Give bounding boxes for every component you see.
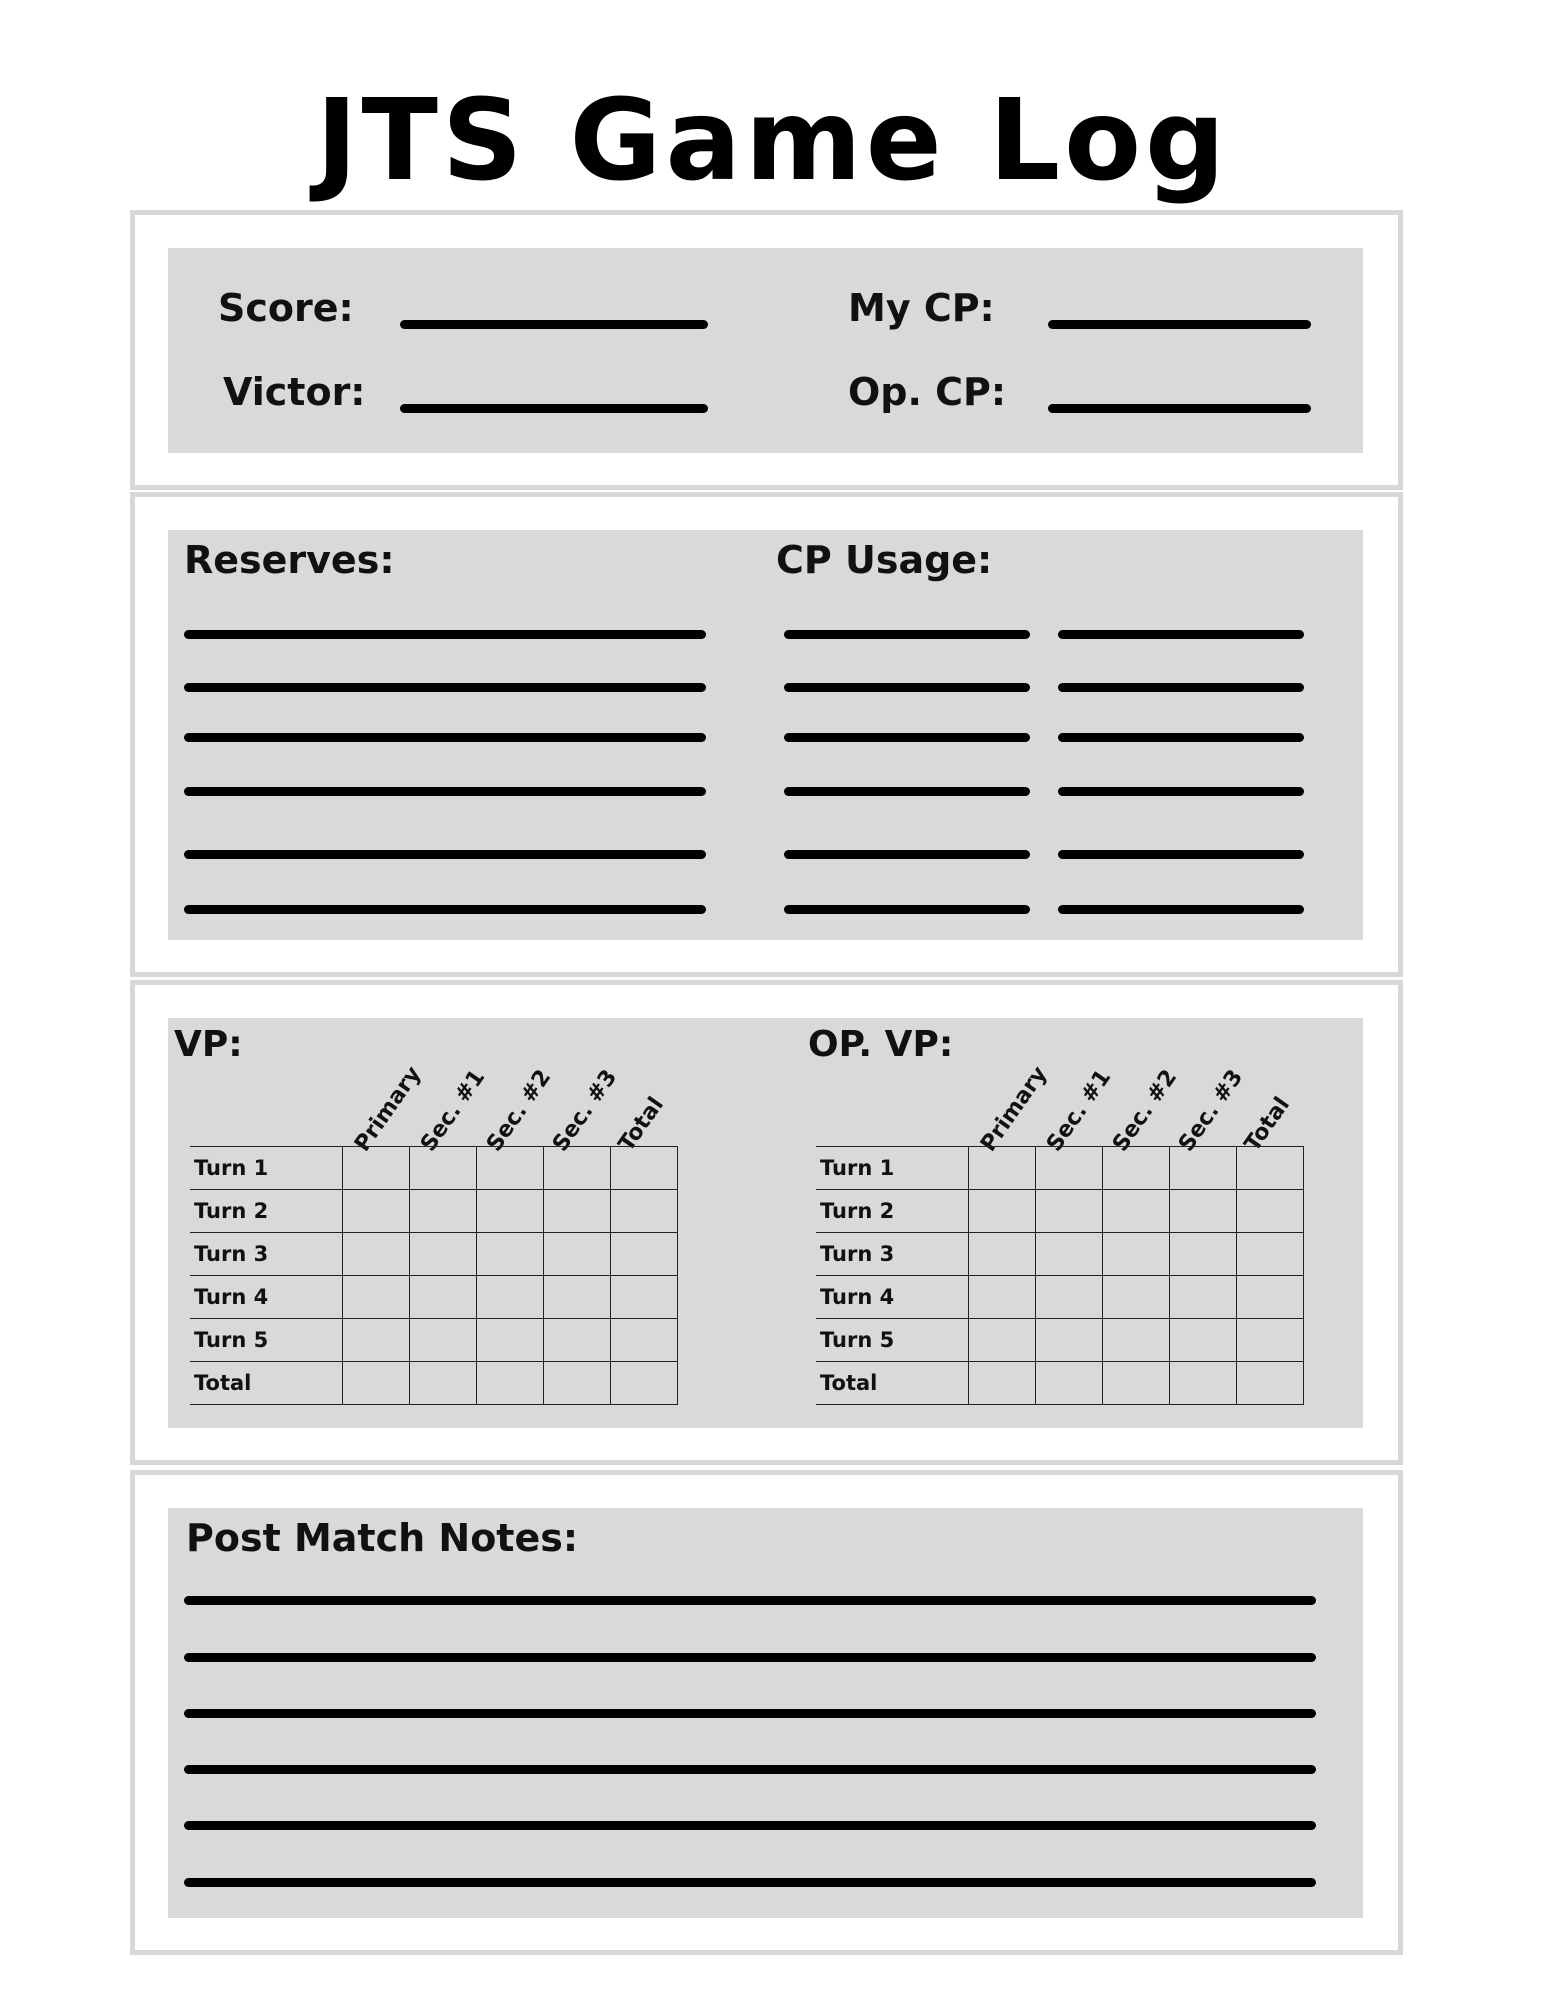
op-vp-row-label: Total	[816, 1362, 969, 1405]
my-cp-field[interactable]	[1048, 320, 1311, 329]
my-vp-score-cell[interactable]	[343, 1276, 410, 1319]
op-vp-score-cell[interactable]	[969, 1362, 1036, 1405]
op-vp-table	[816, 1146, 1304, 1405]
op-vp-score-cell[interactable]	[1237, 1233, 1304, 1276]
table-row	[816, 1362, 1304, 1405]
op-vp-score-cell[interactable]	[1237, 1362, 1304, 1405]
op-vp-score-cell[interactable]	[969, 1190, 1036, 1233]
op-vp-col-header: Sec. #2	[1108, 1065, 1183, 1157]
my-vp-score-cell[interactable]	[410, 1276, 477, 1319]
table-row	[190, 1147, 678, 1190]
op-vp-score-cell[interactable]	[1237, 1319, 1304, 1362]
reserves-label: Reserves:	[184, 538, 395, 582]
op-vp-score-cell[interactable]	[1170, 1319, 1237, 1362]
table-row	[190, 1319, 678, 1362]
cp-usage-line-left[interactable]	[784, 630, 1030, 639]
op-vp-score-cell[interactable]	[1170, 1276, 1237, 1319]
my-vp-score-cell[interactable]	[611, 1362, 678, 1405]
my-vp-score-cell[interactable]	[544, 1276, 611, 1319]
op-vp-score-cell[interactable]	[1103, 1147, 1170, 1190]
my-vp-score-cell[interactable]	[410, 1233, 477, 1276]
cp-usage-line-right[interactable]	[1058, 905, 1304, 914]
my-vp-score-cell[interactable]	[477, 1319, 544, 1362]
op-vp-score-cell[interactable]	[969, 1319, 1036, 1362]
op-vp-score-cell[interactable]	[1036, 1319, 1103, 1362]
op-vp-score-cell[interactable]	[1170, 1362, 1237, 1405]
notes-line[interactable]	[184, 1709, 1316, 1718]
my-vp-score-cell[interactable]	[544, 1319, 611, 1362]
vp-section	[130, 980, 1403, 1465]
reserves-line[interactable]	[184, 850, 706, 859]
table-row	[816, 1276, 1304, 1319]
op-vp-score-cell[interactable]	[1103, 1276, 1170, 1319]
score-field[interactable]	[400, 320, 708, 329]
my-vp-row-label: Turn 4	[190, 1276, 343, 1319]
cp-usage-line-right[interactable]	[1058, 630, 1304, 639]
op-vp-score-cell[interactable]	[1103, 1362, 1170, 1405]
my-vp-label: VP:	[174, 1024, 243, 1065]
notes-line[interactable]	[184, 1653, 1316, 1662]
cp-usage-line-right[interactable]	[1058, 683, 1304, 692]
my-vp-score-cell[interactable]	[343, 1190, 410, 1233]
op-vp-col-header: Sec. #1	[1042, 1065, 1117, 1157]
op-vp-score-cell[interactable]	[1036, 1147, 1103, 1190]
notes-line[interactable]	[184, 1765, 1316, 1774]
my-vp-score-cell[interactable]	[611, 1147, 678, 1190]
my-vp-score-cell[interactable]	[611, 1276, 678, 1319]
op-vp-score-cell[interactable]	[1103, 1319, 1170, 1362]
op-vp-score-cell[interactable]	[1103, 1233, 1170, 1276]
summary-section	[130, 210, 1403, 490]
my-vp-score-cell[interactable]	[477, 1233, 544, 1276]
op-vp-score-cell[interactable]	[1237, 1276, 1304, 1319]
victor-label: Victor:	[223, 370, 366, 414]
cp-usage-line-left[interactable]	[784, 905, 1030, 914]
notes-line[interactable]	[184, 1596, 1316, 1605]
op-vp-score-cell[interactable]	[1170, 1190, 1237, 1233]
reserves-line[interactable]	[184, 683, 706, 692]
cp-usage-line-left[interactable]	[784, 733, 1030, 742]
table-row	[190, 1362, 678, 1405]
table-row	[190, 1190, 678, 1233]
op-vp-label: OP. VP:	[808, 1024, 954, 1065]
planning-section	[130, 492, 1403, 977]
my-vp-col-header: Total	[614, 1092, 669, 1157]
table-row	[816, 1147, 1304, 1190]
op-vp-score-cell[interactable]	[1237, 1147, 1304, 1190]
my-vp-score-cell[interactable]	[544, 1147, 611, 1190]
notes-section	[130, 1470, 1403, 1955]
summary-panel	[168, 248, 1363, 453]
victor-field[interactable]	[400, 404, 708, 413]
op-vp-col-header: Total	[1240, 1092, 1295, 1157]
cp-usage-line-right[interactable]	[1058, 787, 1304, 796]
my-vp-score-cell[interactable]	[477, 1147, 544, 1190]
reserves-line[interactable]	[184, 905, 706, 914]
my-vp-score-cell[interactable]	[410, 1147, 477, 1190]
cp-usage-line-right[interactable]	[1058, 850, 1304, 859]
op-vp-row-label: Turn 3	[816, 1233, 969, 1276]
notes-label: Post Match Notes:	[186, 1516, 579, 1560]
my-vp-score-cell[interactable]	[544, 1233, 611, 1276]
my-vp-row-label: Turn 3	[190, 1233, 343, 1276]
my-vp-col-header: Primary	[350, 1062, 427, 1157]
reserves-line[interactable]	[184, 787, 706, 796]
page-title: JTS Game Log	[315, 76, 1230, 206]
my-vp-row-label: Total	[190, 1362, 343, 1405]
op-vp-row-label: Turn 1	[816, 1147, 969, 1190]
op-vp-score-cell[interactable]	[1036, 1362, 1103, 1405]
notes-panel	[168, 1508, 1363, 1918]
my-vp-col-header: Sec. #3	[548, 1065, 623, 1157]
my-vp-score-cell[interactable]	[544, 1362, 611, 1405]
my-vp-col-header: Sec. #2	[482, 1065, 557, 1157]
op-vp-score-cell[interactable]	[1170, 1233, 1237, 1276]
my-vp-row-label: Turn 1	[190, 1147, 343, 1190]
my-vp-score-cell[interactable]	[343, 1233, 410, 1276]
op-vp-col-header: Primary	[976, 1062, 1053, 1157]
my-vp-score-cell[interactable]	[544, 1190, 611, 1233]
cp-usage-label: CP Usage:	[776, 538, 993, 582]
op-vp-score-cell[interactable]	[1103, 1190, 1170, 1233]
my-vp-score-cell[interactable]	[343, 1362, 410, 1405]
planning-panel	[168, 530, 1363, 940]
my-vp-score-cell[interactable]	[611, 1233, 678, 1276]
my-vp-col-header: Sec. #1	[416, 1065, 491, 1157]
my-vp-score-cell[interactable]	[410, 1190, 477, 1233]
my-vp-row-label: Turn 2	[190, 1190, 343, 1233]
table-row	[816, 1190, 1304, 1233]
notes-line[interactable]	[184, 1878, 1316, 1887]
op-vp-score-cell[interactable]	[1237, 1190, 1304, 1233]
op-vp-row-label: Turn 4	[816, 1276, 969, 1319]
table-row	[816, 1319, 1304, 1362]
table-row	[816, 1233, 1304, 1276]
op-vp-score-cell[interactable]	[1036, 1190, 1103, 1233]
vp-panel	[168, 1018, 1363, 1428]
my-vp-score-cell[interactable]	[477, 1190, 544, 1233]
op-vp-score-cell[interactable]	[969, 1233, 1036, 1276]
op-vp-score-cell[interactable]	[969, 1276, 1036, 1319]
op-vp-col-header: Sec. #3	[1174, 1065, 1249, 1157]
notes-line[interactable]	[184, 1821, 1316, 1830]
reserves-line[interactable]	[184, 630, 706, 639]
my-vp-score-cell[interactable]	[611, 1319, 678, 1362]
my-cp-label: My CP:	[848, 286, 995, 330]
my-vp-score-cell[interactable]	[410, 1319, 477, 1362]
my-vp-score-cell[interactable]	[477, 1362, 544, 1405]
op-vp-score-cell[interactable]	[1036, 1276, 1103, 1319]
my-vp-row-label: Turn 5	[190, 1319, 343, 1362]
cp-usage-line-left[interactable]	[784, 787, 1030, 796]
op-vp-row-label: Turn 5	[816, 1319, 969, 1362]
table-row	[190, 1276, 678, 1319]
my-vp-score-cell[interactable]	[343, 1147, 410, 1190]
cp-usage-line-left[interactable]	[784, 683, 1030, 692]
my-vp-score-cell[interactable]	[477, 1276, 544, 1319]
score-label: Score:	[218, 286, 354, 330]
cp-usage-line-right[interactable]	[1058, 733, 1304, 742]
reserves-line[interactable]	[184, 733, 706, 742]
op-cp-label: Op. CP:	[848, 370, 1007, 414]
my-vp-score-cell[interactable]	[410, 1362, 477, 1405]
op-cp-field[interactable]	[1048, 404, 1311, 413]
my-vp-score-cell[interactable]	[343, 1319, 410, 1362]
op-vp-score-cell[interactable]	[969, 1147, 1036, 1190]
my-vp-score-cell[interactable]	[611, 1190, 678, 1233]
my-vp-table	[190, 1146, 678, 1405]
op-vp-score-cell[interactable]	[1170, 1147, 1237, 1190]
op-vp-score-cell[interactable]	[1036, 1233, 1103, 1276]
table-row	[190, 1233, 678, 1276]
op-vp-row-label: Turn 2	[816, 1190, 969, 1233]
cp-usage-line-left[interactable]	[784, 850, 1030, 859]
